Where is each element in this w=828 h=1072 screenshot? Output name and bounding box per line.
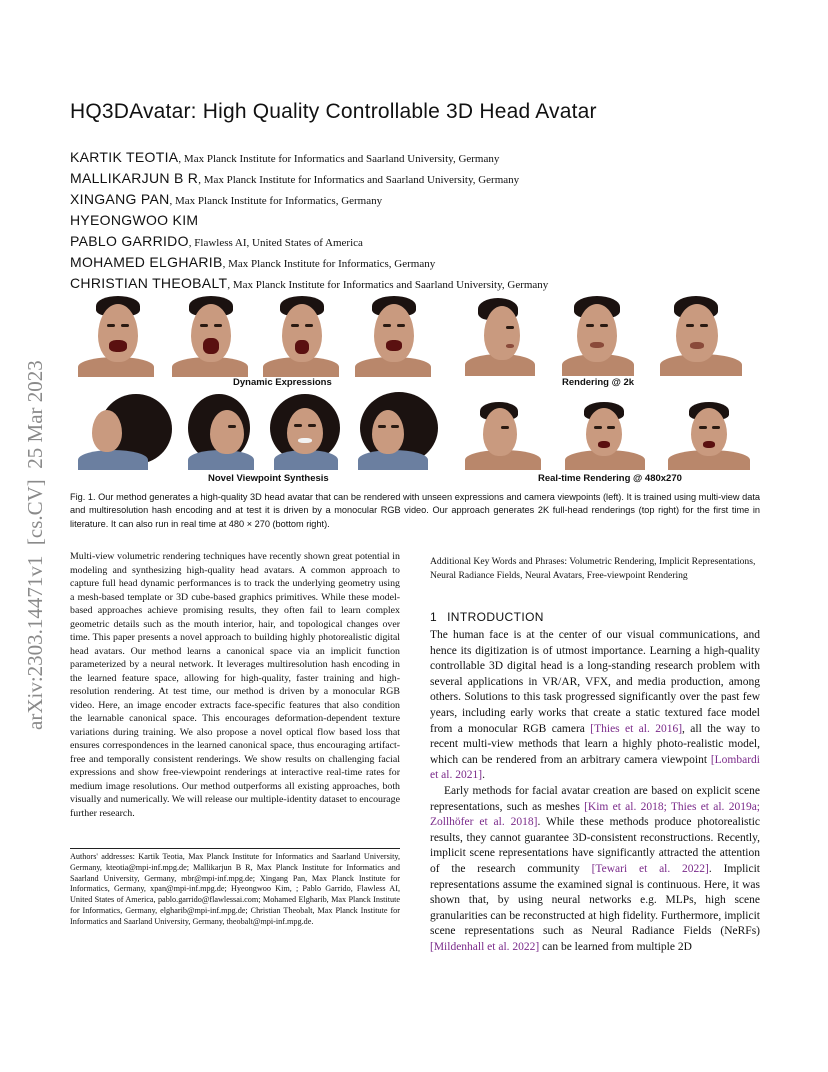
intro-text: . Implicit representations assume the examined signal is continuous. Here, it was shown that, by using neural networks e.g. MLPs, high scene granularities can be reconstructed at high fidelity. Furthermore, implicit scene representations such as Neural Radiance Fields (NeRFs) [430,862,760,938]
author-affiliation: , Max Planck Institute for Informatics and Saarland University, Germany [227,279,549,291]
author-entry [70,232,770,253]
introduction-body [430,628,760,955]
author-addresses-footnote: Authors' addresses: Kartik Teotia, Max Planck Institute for Informatics and Saarland University, Germany, kteotia@mpi-inf.mpg.de; Mallikarjun B R, Max Planck Institute for Informatics and Saarland University, Germany, mbr@mpi-inf.mpg.de; Xingang Pan, Max Planck Institute for Informatics, Germany, xpan@mpi-inf.mpg.de; Hyeongwoo Kim, ; Pablo Garrido, Flawless AI, United States of America, pablo.garrido@flawlessai.com; Mohamed Elgharib, Max Planck Institute for Informatics, Germany, elgharib@mpi-inf.mpg.de; Christian Theobalt, Max Planck Institute for Informatics and Saarland University, Germany, theobalt@mpi-inf.mpg.de. [70,852,400,926]
author-affiliation: , Max Planck Institute for Informatics, Germany [169,195,383,207]
author-name: HYEONGWOO KIM [70,212,199,228]
author-entry [70,253,770,274]
figure-caption: Fig. 1. Our method generates a high-quality 3D head avatar that can be rendered with unseen expressions and camera viewpoints (left). It is trained using multi-view data and multiresolution hash encoding and at test it is driven by a monocular RGB video. Our approach generates 2K full-head renderings (top right) for the first time in literature. It can also run in real time at 480 × 270 (bottom right). [70,492,760,529]
author-list [70,148,770,295]
author-entry [70,190,770,211]
intro-text: . While these methods produce photorealistic results, they cannot guarantee 3D-consistent reconstructions. Recently, implicit scene representations have significantly attracted the attention of the research community [430,816,761,875]
author-affiliation: , Max Planck Institute for Informatics and Saarland University, Germany [178,153,500,165]
section-title: INTRODUCTION [447,610,544,624]
label-rendering-2k: Rendering @ 2k [562,377,635,388]
citation-link[interactable]: [Lombardi et al. 2021] [430,753,760,782]
intro-text: Early methods for facial avatar creation are based on explicit scene representations, such as meshes [430,784,760,813]
footnote-divider [70,848,400,849]
section-heading [430,610,544,624]
intro-text: can be learned from multiple 2D [539,940,692,953]
citation-link[interactable]: [Tewari et al. 2022] [591,862,709,875]
author-affiliation: , Flawless AI, United States of America [188,237,363,249]
author-entry [70,148,770,169]
arxiv-identifier [16,282,52,732]
intro-text: The human face is at the center of our visual communications, and hence its digitization is of utmost importance. Learning a high-quality controllable 3D digital head is a long-standing research problem with several applications in VR/AR, VFX, and media production, among others. Solutions to this task progressed significantly over the past few years, including early works that create a static textured face model from a monocular RGB camera [430,629,760,735]
citation-link[interactable]: [Thies et al. 2016] [590,722,683,735]
abstract: Multi-view volumetric rendering techniques have recently shown great potential in modeling and synthesizing high-quality head avatars. A common approach to capture full head dynamic performances is to track the underlying geometry using a mesh-based template or 3D cube-based graphics primitives. While these model-based approaches achieve promising results, they often fail to learn complex geometric details such as the mouth interior, hair, and topological changes over time. This paper presents a novel approach to building highly photorealistic digital head avatars. Our method learns a canonical space via an implicit function parameterized by a neural network. It leverages multiresolution hash encoding in the learned feature space, allowing for high-quality, faster training and high-resolution rendering. At test time, our method is driven by a monocular RGB video. Here, an image encoder extracts face-specific features that also condition the learnable canonical space. This encourages deformation-dependent texture variations during training. We also propose a novel optical flow based loss that ensures correspondences in the learned canonical space, thus encouraging artifact-free and temporally consistent renderings. We show results on challenging facial expressions and show free-viewpoint renderings at interactive real-time rates for medium image resolutions. Our method outperforms all existing approaches, both visually and numerically. We will release our multiple-identity dataset to encourage further research. [70,551,400,819]
section-number: 1 [430,610,438,624]
intro-text: , all the way to recent multi-view methods that learn a highly photo-realistic model, which can be rendered from an arbitrary camera viewpoint [430,722,760,766]
author-name: CHRISTIAN THEOBALT [70,275,228,291]
intro-text: . [482,769,485,782]
author-name: PABLO GARRIDO [70,233,189,249]
citation-link[interactable]: [Kim et al. 2018; Thies et al. 2019a; Zollhöfer et al. 2018] [430,800,760,829]
arxiv-id-text: arXiv:2303.14471v1 [cs.CV] 25 Mar 2023 [23,360,47,730]
author-affiliation: , Max Planck Institute for Informatics and Saarland University, Germany [198,174,520,186]
intro-paragraph-2 [430,784,760,956]
label-dynamic-expressions: Dynamic Expressions [233,377,332,388]
label-realtime-rendering: Real-time Rendering @ 480x270 [538,473,682,484]
author-name: KARTIK TEOTIA [70,149,179,165]
author-name: MOHAMED ELGHARIB [70,254,223,270]
author-entry [70,211,770,232]
paper-title: HQ3DAvatar: High Quality Controllable 3D Head Avatar [70,100,597,123]
keywords: Additional Key Words and Phrases: Volumetric Rendering, Implicit Representations, Neural Radiance Fields, Neural Avatars, Free-viewpoint Rendering [430,556,756,581]
teaser-figure [70,292,760,492]
author-name: XINGANG PAN [70,191,170,207]
author-affiliation: , Max Planck Institute for Informatics, Germany [222,258,436,270]
label-novel-viewpoint: Novel Viewpoint Synthesis [208,473,329,484]
citation-link[interactable]: [Mildenhall et al. 2022] [430,940,540,953]
author-entry [70,169,770,190]
author-name: MALLIKARJUN B R [70,170,199,186]
intro-paragraph-1 [430,628,760,784]
